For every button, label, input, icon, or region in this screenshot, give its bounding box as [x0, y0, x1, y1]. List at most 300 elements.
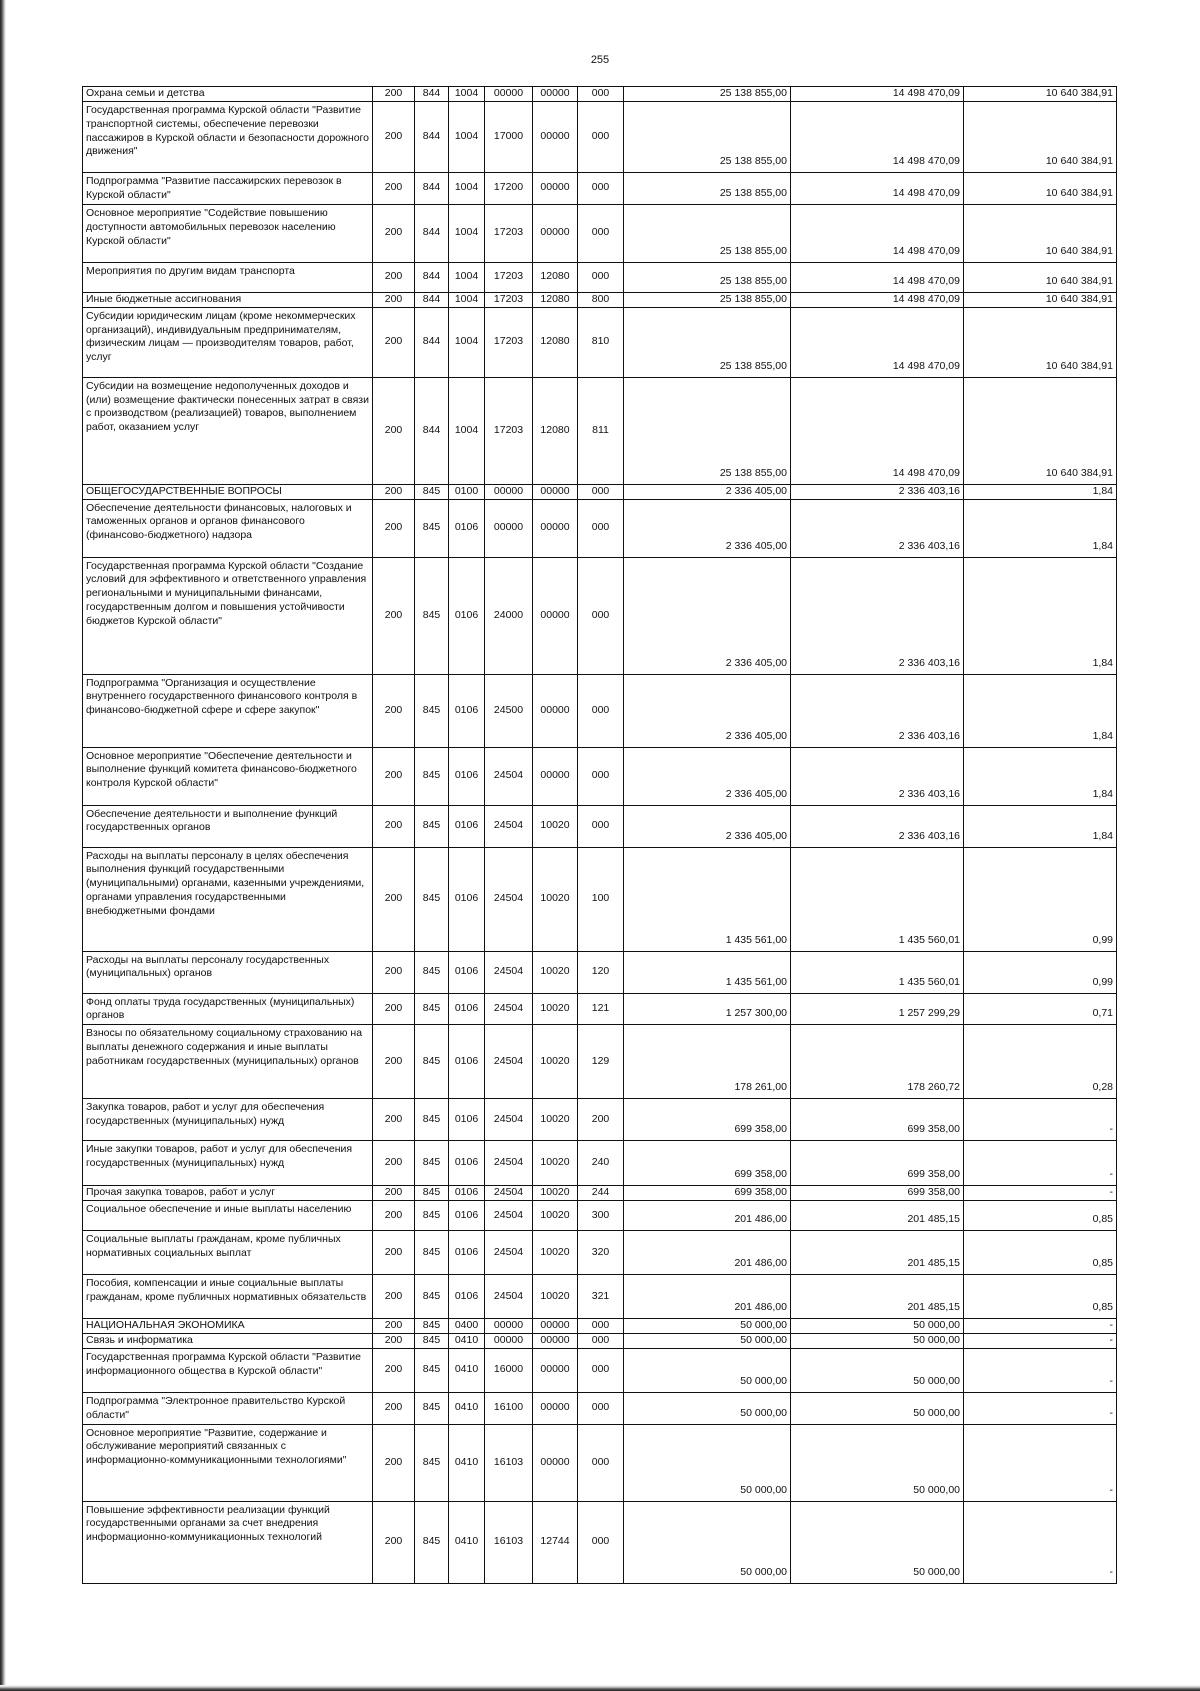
code-direction: 12080 — [533, 307, 578, 377]
row-name: Основное мероприятие "Развитие, содержание и обслуживание мероприятий связанных с информационно-коммуникационными технологиями" — [83, 1424, 373, 1501]
code-expense-type: 320 — [578, 1231, 624, 1275]
table-row — [83, 1099, 1117, 1141]
code-section: 0106 — [449, 847, 485, 951]
row-name: Прочая закупка товаров, работ и услуг — [83, 1186, 373, 1201]
amount-remaining: 10 640 384,91 — [964, 87, 1117, 102]
row-name: Основное мероприятие "Обеспечение деятельности и выполнение функций комитета финансово-бюджетного контроля Курской области" — [83, 747, 373, 805]
code-section: 0106 — [449, 674, 485, 747]
code-section: 0410 — [449, 1424, 485, 1501]
code-gr: 200 — [373, 1319, 415, 1334]
row-name: Субсидии юридическим лицам (кроме некоммерческих организаций), индивидуальным предпринимателям, физическим лицам — производителям товаров, работ, услуг — [83, 307, 373, 377]
code-expense-type: 000 — [578, 1334, 624, 1349]
code-section: 0106 — [449, 747, 485, 805]
code-expense-type: 000 — [578, 204, 624, 262]
code-gr: 200 — [373, 377, 415, 484]
code-direction: 12744 — [533, 1501, 578, 1583]
amount-approved: 25 138 855,00 — [624, 292, 791, 307]
amount-approved: 2 336 405,00 — [624, 674, 791, 747]
table-row — [83, 1141, 1117, 1186]
amount-executed: 1 435 560,01 — [791, 847, 964, 951]
code-program: 24000 — [485, 557, 533, 674]
row-name: Мероприятия по другим видам транспорта — [83, 262, 373, 292]
amount-approved: 25 138 855,00 — [624, 204, 791, 262]
code-direction: 00000 — [533, 172, 578, 204]
code-ved: 845 — [415, 847, 449, 951]
amount-remaining: 1,84 — [964, 747, 1117, 805]
code-expense-type: 300 — [578, 1201, 624, 1231]
table-row — [83, 1319, 1117, 1334]
row-name: Расходы на выплаты персоналу государственных (муниципальных) органов — [83, 951, 373, 993]
code-program: 00000 — [485, 484, 533, 499]
amount-approved: 25 138 855,00 — [624, 172, 791, 204]
code-ved: 845 — [415, 557, 449, 674]
code-ved: 845 — [415, 1424, 449, 1501]
amount-approved: 201 486,00 — [624, 1231, 791, 1275]
table-row — [83, 1334, 1117, 1349]
code-program: 24504 — [485, 1231, 533, 1275]
code-gr: 200 — [373, 87, 415, 102]
amount-approved: 201 486,00 — [624, 1201, 791, 1231]
code-expense-type: 000 — [578, 1392, 624, 1424]
row-name: Закупка товаров, работ и услуг для обеспечения государственных (муниципальных) нужд — [83, 1099, 373, 1141]
table-row — [83, 1201, 1117, 1231]
code-section: 1004 — [449, 101, 485, 172]
row-name: Фонд оплаты труда государственных (муниципальных) органов — [83, 993, 373, 1025]
code-section: 0106 — [449, 993, 485, 1025]
code-gr: 200 — [373, 1392, 415, 1424]
code-section: 1004 — [449, 204, 485, 262]
amount-executed: 178 260,72 — [791, 1025, 964, 1099]
row-name: Государственная программа Курской области "Развитие информационного общества в Курской области" — [83, 1348, 373, 1392]
amount-approved: 1 435 561,00 — [624, 951, 791, 993]
row-name: Основное мероприятие "Содействие повышению доступности автомобильных перевозок населению Курской области" — [83, 204, 373, 262]
code-gr: 200 — [373, 847, 415, 951]
amount-approved: 2 336 405,00 — [624, 805, 791, 847]
amount-executed: 2 336 403,16 — [791, 747, 964, 805]
code-direction: 10020 — [533, 1201, 578, 1231]
code-direction: 00000 — [533, 747, 578, 805]
code-direction: 10020 — [533, 1275, 578, 1319]
row-name: Подпрограмма "Развитие пассажирских перевозок в Курской области" — [83, 172, 373, 204]
table-row — [83, 1348, 1117, 1392]
code-expense-type: 129 — [578, 1025, 624, 1099]
code-program: 17203 — [485, 262, 533, 292]
amount-remaining: 10 640 384,91 — [964, 101, 1117, 172]
table-row — [83, 262, 1117, 292]
code-ved: 845 — [415, 1392, 449, 1424]
code-expense-type: 000 — [578, 262, 624, 292]
amount-approved: 1 257 300,00 — [624, 993, 791, 1025]
page-number: 255 — [590, 54, 610, 66]
amount-executed: 201 485,15 — [791, 1231, 964, 1275]
code-direction: 00000 — [533, 557, 578, 674]
code-expense-type: 000 — [578, 674, 624, 747]
code-expense-type: 000 — [578, 101, 624, 172]
code-program: 24504 — [485, 951, 533, 993]
code-ved: 845 — [415, 499, 449, 557]
code-ved: 844 — [415, 87, 449, 102]
code-expense-type: 100 — [578, 847, 624, 951]
code-program: 24500 — [485, 674, 533, 747]
amount-remaining: 1,84 — [964, 484, 1117, 499]
code-gr: 200 — [373, 1201, 415, 1231]
row-name: Государственная программа Курской области "Развитие транспортной системы, обеспечение перевозки пассажиров в Курской области и безопасности дорожного движения" — [83, 101, 373, 172]
scan-edge-bottom — [0, 1685, 1200, 1691]
code-gr: 200 — [373, 484, 415, 499]
amount-approved: 25 138 855,00 — [624, 87, 791, 102]
amount-executed: 2 336 403,16 — [791, 674, 964, 747]
code-section: 0100 — [449, 484, 485, 499]
row-name: Взносы по обязательному социальному страхованию на выплаты денежного содержания и иные выплаты работникам государственных (муниципальных) органов — [83, 1025, 373, 1099]
code-gr: 200 — [373, 307, 415, 377]
code-expense-type: 000 — [578, 172, 624, 204]
amount-executed: 2 336 403,16 — [791, 499, 964, 557]
amount-executed: 14 498 470,09 — [791, 101, 964, 172]
code-ved: 845 — [415, 1319, 449, 1334]
code-ved: 844 — [415, 101, 449, 172]
code-gr: 200 — [373, 1424, 415, 1501]
table-row — [83, 101, 1117, 172]
code-program: 00000 — [485, 1334, 533, 1349]
amount-approved: 699 358,00 — [624, 1186, 791, 1201]
code-expense-type: 240 — [578, 1141, 624, 1186]
code-direction: 10020 — [533, 1141, 578, 1186]
row-name: Обеспечение деятельности и выполнение функций государственных органов — [83, 805, 373, 847]
code-ved: 845 — [415, 674, 449, 747]
amount-executed: 14 498 470,09 — [791, 307, 964, 377]
code-ved: 845 — [415, 747, 449, 805]
code-gr: 200 — [373, 1099, 415, 1141]
code-ved: 845 — [415, 805, 449, 847]
amount-remaining: 0,85 — [964, 1275, 1117, 1319]
amount-approved: 2 336 405,00 — [624, 484, 791, 499]
code-direction: 10020 — [533, 847, 578, 951]
row-name: Субсидии на возмещение недополученных доходов и (или) возмещение фактически понесенных затрат в связи с производством (реализацией) товаров, выполнением работ, оказанием услуг — [83, 377, 373, 484]
code-direction: 00000 — [533, 1348, 578, 1392]
code-section: 0106 — [449, 1231, 485, 1275]
amount-approved: 178 261,00 — [624, 1025, 791, 1099]
code-program: 17203 — [485, 204, 533, 262]
code-gr: 200 — [373, 499, 415, 557]
code-gr: 200 — [373, 674, 415, 747]
table-row — [83, 674, 1117, 747]
code-program: 00000 — [485, 1319, 533, 1334]
code-expense-type: 000 — [578, 499, 624, 557]
table-row — [83, 557, 1117, 674]
code-expense-type: 000 — [578, 1319, 624, 1334]
row-name: ОБЩЕГОСУДАРСТВЕННЫЕ ВОПРОСЫ — [83, 484, 373, 499]
code-direction: 10020 — [533, 1231, 578, 1275]
table-body — [83, 87, 1117, 1584]
amount-remaining: 10 640 384,91 — [964, 307, 1117, 377]
code-ved: 845 — [415, 1186, 449, 1201]
amount-approved: 25 138 855,00 — [624, 262, 791, 292]
amount-remaining: 1,84 — [964, 557, 1117, 674]
code-program: 16100 — [485, 1392, 533, 1424]
code-expense-type: 121 — [578, 993, 624, 1025]
code-direction: 10020 — [533, 1186, 578, 1201]
code-direction: 12080 — [533, 292, 578, 307]
amount-executed: 14 498 470,09 — [791, 262, 964, 292]
code-ved: 845 — [415, 1275, 449, 1319]
code-program: 16103 — [485, 1424, 533, 1501]
code-gr: 200 — [373, 204, 415, 262]
row-name: Обеспечение деятельности финансовых, налоговых и таможенных органов и органов финансового (финансово-бюджетного) надзора — [83, 499, 373, 557]
amount-executed: 699 358,00 — [791, 1099, 964, 1141]
code-gr: 200 — [373, 993, 415, 1025]
amount-remaining: 1,84 — [964, 499, 1117, 557]
amount-remaining: 10 640 384,91 — [964, 204, 1117, 262]
code-ved: 845 — [415, 1141, 449, 1186]
table-row — [83, 1186, 1117, 1201]
amount-approved: 50 000,00 — [624, 1501, 791, 1583]
row-name: Социальные выплаты гражданам, кроме публичных нормативных социальных выплат — [83, 1231, 373, 1275]
amount-executed: 50 000,00 — [791, 1424, 964, 1501]
code-direction: 00000 — [533, 87, 578, 102]
code-expense-type: 000 — [578, 484, 624, 499]
amount-executed: 699 358,00 — [791, 1186, 964, 1201]
code-expense-type: 000 — [578, 557, 624, 674]
code-ved: 845 — [415, 1201, 449, 1231]
amount-remaining: - — [964, 1141, 1117, 1186]
code-gr: 200 — [373, 1348, 415, 1392]
amount-executed: 1 435 560,01 — [791, 951, 964, 993]
code-ved: 845 — [415, 1025, 449, 1099]
table-row — [83, 847, 1117, 951]
code-program: 17200 — [485, 172, 533, 204]
table-row — [83, 1025, 1117, 1099]
code-expense-type: 000 — [578, 805, 624, 847]
table-row — [83, 172, 1117, 204]
amount-approved: 50 000,00 — [624, 1348, 791, 1392]
amount-approved: 50 000,00 — [624, 1424, 791, 1501]
code-gr: 200 — [373, 101, 415, 172]
row-name: Расходы на выплаты персоналу в целях обеспечения выполнения функций государственными (муниципальными) органами, казенными учреждениями, органами управления государственными внебюджетными фондами — [83, 847, 373, 951]
code-expense-type: 000 — [578, 87, 624, 102]
amount-remaining: 10 640 384,91 — [964, 262, 1117, 292]
amount-remaining: - — [964, 1348, 1117, 1392]
code-direction: 10020 — [533, 1025, 578, 1099]
table-row — [83, 1231, 1117, 1275]
amount-executed: 699 358,00 — [791, 1141, 964, 1186]
code-direction: 00000 — [533, 101, 578, 172]
code-gr: 200 — [373, 1275, 415, 1319]
code-program: 24504 — [485, 993, 533, 1025]
amount-executed: 50 000,00 — [791, 1392, 964, 1424]
code-program: 24504 — [485, 1025, 533, 1099]
row-name: Государственная программа Курской области "Создание условий для эффективного и ответственного управления региональными и муниципальными финансами, государственным долгом и повышения устойчивости бюджетов Курской области" — [83, 557, 373, 674]
amount-approved: 25 138 855,00 — [624, 307, 791, 377]
code-expense-type: 811 — [578, 377, 624, 484]
table-row — [83, 1392, 1117, 1424]
amount-remaining: 0,71 — [964, 993, 1117, 1025]
amount-approved: 2 336 405,00 — [624, 499, 791, 557]
amount-remaining: 0,85 — [964, 1201, 1117, 1231]
code-program: 16000 — [485, 1348, 533, 1392]
code-ved: 844 — [415, 204, 449, 262]
code-section: 0106 — [449, 1275, 485, 1319]
code-gr: 200 — [373, 1186, 415, 1201]
amount-remaining: - — [964, 1319, 1117, 1334]
code-gr: 200 — [373, 951, 415, 993]
amount-remaining: 1,84 — [964, 674, 1117, 747]
code-gr: 200 — [373, 1141, 415, 1186]
code-gr: 200 — [373, 1025, 415, 1099]
amount-remaining: - — [964, 1334, 1117, 1349]
code-expense-type: 120 — [578, 951, 624, 993]
code-direction: 10020 — [533, 1099, 578, 1141]
code-gr: 200 — [373, 805, 415, 847]
amount-remaining: 1,84 — [964, 805, 1117, 847]
amount-executed: 2 336 403,16 — [791, 557, 964, 674]
code-section: 1004 — [449, 172, 485, 204]
amount-remaining: 10 640 384,91 — [964, 172, 1117, 204]
code-direction: 10020 — [533, 805, 578, 847]
code-section: 0106 — [449, 1186, 485, 1201]
table-row — [83, 292, 1117, 307]
amount-approved: 50 000,00 — [624, 1334, 791, 1349]
amount-executed: 14 498 470,09 — [791, 292, 964, 307]
amount-approved: 699 358,00 — [624, 1099, 791, 1141]
code-expense-type: 000 — [578, 1348, 624, 1392]
row-name: Подпрограмма "Организация и осуществление внутреннего государственного финансового контроля в финансово-бюджетной сфере и сфере закупок" — [83, 674, 373, 747]
code-direction: 00000 — [533, 1424, 578, 1501]
code-section: 0106 — [449, 499, 485, 557]
code-section: 0410 — [449, 1348, 485, 1392]
code-program: 17000 — [485, 101, 533, 172]
amount-executed: 14 498 470,09 — [791, 204, 964, 262]
code-expense-type: 321 — [578, 1275, 624, 1319]
amount-executed: 201 485,15 — [791, 1275, 964, 1319]
code-section: 0106 — [449, 805, 485, 847]
code-direction: 00000 — [533, 204, 578, 262]
table-row — [83, 499, 1117, 557]
amount-remaining: 10 640 384,91 — [964, 377, 1117, 484]
code-section: 1004 — [449, 292, 485, 307]
amount-executed: 50 000,00 — [791, 1501, 964, 1583]
code-program: 24504 — [485, 1099, 533, 1141]
code-ved: 845 — [415, 1099, 449, 1141]
code-section: 0410 — [449, 1334, 485, 1349]
code-gr: 200 — [373, 262, 415, 292]
code-ved: 844 — [415, 307, 449, 377]
code-gr: 200 — [373, 1231, 415, 1275]
row-name: Иные закупки товаров, работ и услуг для обеспечения государственных (муниципальных) нужд — [83, 1141, 373, 1186]
code-section: 1004 — [449, 87, 485, 102]
amount-remaining: 10 640 384,91 — [964, 292, 1117, 307]
amount-executed: 50 000,00 — [791, 1334, 964, 1349]
amount-executed: 2 336 403,16 — [791, 805, 964, 847]
code-program: 24504 — [485, 1201, 533, 1231]
code-program: 17203 — [485, 377, 533, 484]
code-section: 0106 — [449, 1099, 485, 1141]
code-ved: 845 — [415, 1231, 449, 1275]
code-direction: 00000 — [533, 674, 578, 747]
row-name: Охрана семьи и детства — [83, 87, 373, 102]
row-name: НАЦИОНАЛЬНАЯ ЭКОНОМИКА — [83, 1319, 373, 1334]
amount-remaining: - — [964, 1186, 1117, 1201]
code-program: 00000 — [485, 499, 533, 557]
code-program: 24504 — [485, 1275, 533, 1319]
amount-approved: 50 000,00 — [624, 1392, 791, 1424]
code-gr: 200 — [373, 172, 415, 204]
code-ved: 845 — [415, 993, 449, 1025]
code-program: 24504 — [485, 847, 533, 951]
amount-remaining: - — [964, 1392, 1117, 1424]
amount-approved: 1 435 561,00 — [624, 847, 791, 951]
code-ved: 845 — [415, 1501, 449, 1583]
code-direction: 12080 — [533, 262, 578, 292]
amount-executed: 14 498 470,09 — [791, 87, 964, 102]
amount-remaining: 0,85 — [964, 1231, 1117, 1275]
table-row — [83, 747, 1117, 805]
code-section: 0106 — [449, 1141, 485, 1186]
amount-executed: 50 000,00 — [791, 1319, 964, 1334]
amount-executed: 50 000,00 — [791, 1348, 964, 1392]
row-name: Повышение эффективности реализации функций государственными органами за счет внедрения информационно-коммуникационных технологий — [83, 1501, 373, 1583]
amount-approved: 201 486,00 — [624, 1275, 791, 1319]
row-name: Иные бюджетные ассигнования — [83, 292, 373, 307]
code-expense-type: 810 — [578, 307, 624, 377]
code-gr: 200 — [373, 557, 415, 674]
code-section: 0106 — [449, 1201, 485, 1231]
code-direction: 10020 — [533, 993, 578, 1025]
row-name: Связь и информатика — [83, 1334, 373, 1349]
amount-executed: 2 336 403,16 — [791, 484, 964, 499]
code-section: 0106 — [449, 557, 485, 674]
code-program: 24504 — [485, 1141, 533, 1186]
amount-approved: 2 336 405,00 — [624, 557, 791, 674]
amount-executed: 14 498 470,09 — [791, 377, 964, 484]
code-section: 1004 — [449, 262, 485, 292]
code-section: 0106 — [449, 1025, 485, 1099]
code-ved: 844 — [415, 262, 449, 292]
table-row — [83, 951, 1117, 993]
code-ved: 845 — [415, 1348, 449, 1392]
table-row — [83, 484, 1117, 499]
amount-approved: 50 000,00 — [624, 1319, 791, 1334]
amount-executed: 201 485,15 — [791, 1201, 964, 1231]
row-name: Социальное обеспечение и иные выплаты населению — [83, 1201, 373, 1231]
row-name: Подпрограмма "Электронное правительство Курской области" — [83, 1392, 373, 1424]
amount-executed: 1 257 299,29 — [791, 993, 964, 1025]
code-program: 17203 — [485, 292, 533, 307]
code-program: 24504 — [485, 805, 533, 847]
code-program: 17203 — [485, 307, 533, 377]
code-expense-type: 000 — [578, 747, 624, 805]
code-section: 0410 — [449, 1501, 485, 1583]
code-section: 0106 — [449, 951, 485, 993]
amount-approved: 25 138 855,00 — [624, 377, 791, 484]
code-ved: 845 — [415, 484, 449, 499]
amount-remaining: 0,99 — [964, 847, 1117, 951]
code-gr: 200 — [373, 747, 415, 805]
code-direction: 00000 — [533, 1392, 578, 1424]
amount-approved: 699 358,00 — [624, 1141, 791, 1186]
code-direction: 10020 — [533, 951, 578, 993]
code-gr: 200 — [373, 292, 415, 307]
budget-table — [82, 86, 1117, 1584]
code-program: 24504 — [485, 747, 533, 805]
code-ved: 844 — [415, 172, 449, 204]
table-row — [83, 377, 1117, 484]
table-row — [83, 307, 1117, 377]
code-direction: 00000 — [533, 499, 578, 557]
code-section: 0410 — [449, 1392, 485, 1424]
amount-remaining: - — [964, 1099, 1117, 1141]
code-expense-type: 800 — [578, 292, 624, 307]
code-direction: 00000 — [533, 484, 578, 499]
